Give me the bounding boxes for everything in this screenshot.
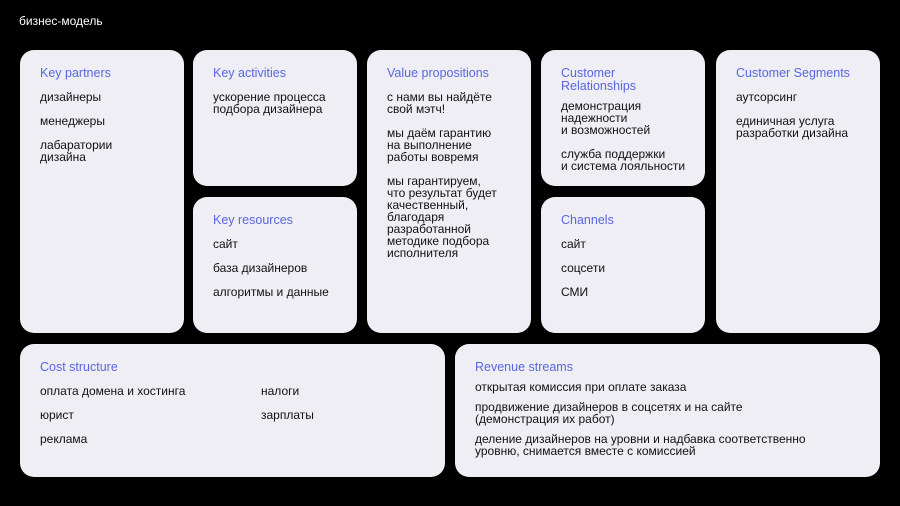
customer-relationships-title: Customer Relationships <box>561 66 637 93</box>
key-activities-title: Key activities <box>213 66 286 80</box>
channels-title: Channels <box>561 213 614 227</box>
list-item: продвижение дизайнеров в соцсетях и на сайте (демонстрация их работ) <box>475 400 743 426</box>
cost-structure-card <box>20 344 445 477</box>
key-activities-list <box>213 91 343 115</box>
revenue-streams-card <box>455 344 880 477</box>
list-item: менеджеры <box>40 114 105 128</box>
list-item: зарплаты <box>261 408 314 422</box>
value-propositions-title: Value propositions <box>387 66 489 80</box>
cost-structure-list-left <box>40 385 261 457</box>
list-item: мы гарантируем, что результат будет качественный, благодаря разработанной методике подбора исполнителя <box>387 174 497 260</box>
key-partners-card <box>20 50 184 333</box>
list-item: сайт <box>561 237 586 251</box>
list-item: лабаратории дизайна <box>40 138 113 164</box>
list-item: реклама <box>40 432 88 446</box>
cost-structure-title: Cost structure <box>40 360 118 374</box>
key-activities-card <box>193 50 357 186</box>
key-resources-title: Key resources <box>213 213 293 227</box>
cost-structure-columns <box>40 385 431 457</box>
list-item: оплата домена и хостинга <box>40 384 186 398</box>
list-item: алгоритмы и данные <box>213 285 329 299</box>
list-item: мы даём гарантию на выполнение работы вовремя <box>387 126 492 164</box>
revenue-streams-title: Revenue streams <box>475 360 573 374</box>
channels-list <box>561 238 691 298</box>
channels-card <box>541 197 705 333</box>
value-propositions-card <box>367 50 531 333</box>
customer-relationships-card <box>541 50 705 186</box>
customer-segments-list <box>736 91 866 139</box>
customer-relationships-list <box>561 100 691 172</box>
page-label: бизнес-модель <box>19 14 103 28</box>
list-item: служба поддержки и система лояльности <box>561 147 686 173</box>
key-partners-list <box>40 91 170 163</box>
list-item: сайт <box>213 237 238 251</box>
list-item: с нами вы найдёте свой мэтч! <box>387 90 492 116</box>
key-resources-card <box>193 197 357 333</box>
list-item: единичная услуга разработки дизайна <box>736 114 849 140</box>
list-item: юрист <box>40 408 74 422</box>
list-item: аутсорсинг <box>736 90 798 104</box>
revenue-streams-list <box>475 381 866 457</box>
value-propositions-list <box>387 91 517 259</box>
customer-segments-card <box>716 50 880 333</box>
list-item: база дизайнеров <box>213 261 308 275</box>
list-item: налоги <box>261 384 300 398</box>
cost-structure-list-right <box>261 385 314 457</box>
key-resources-list <box>213 238 343 298</box>
list-item: демонстрация надежности и возможностей <box>561 99 651 137</box>
list-item: соцсети <box>561 261 606 275</box>
customer-segments-title: Customer Segments <box>736 66 850 80</box>
list-item: деление дизайнеров на уровни и надбавка соответственно уровню, снимается вместе с комиссией <box>475 432 806 458</box>
key-partners-title: Key partners <box>40 66 111 80</box>
list-item: СМИ <box>561 285 589 299</box>
list-item: дизайнеры <box>40 90 102 104</box>
list-item: открытая комиссия при оплате заказа <box>475 380 687 394</box>
list-item: ускорение процесса подбора дизайнера <box>213 90 326 116</box>
